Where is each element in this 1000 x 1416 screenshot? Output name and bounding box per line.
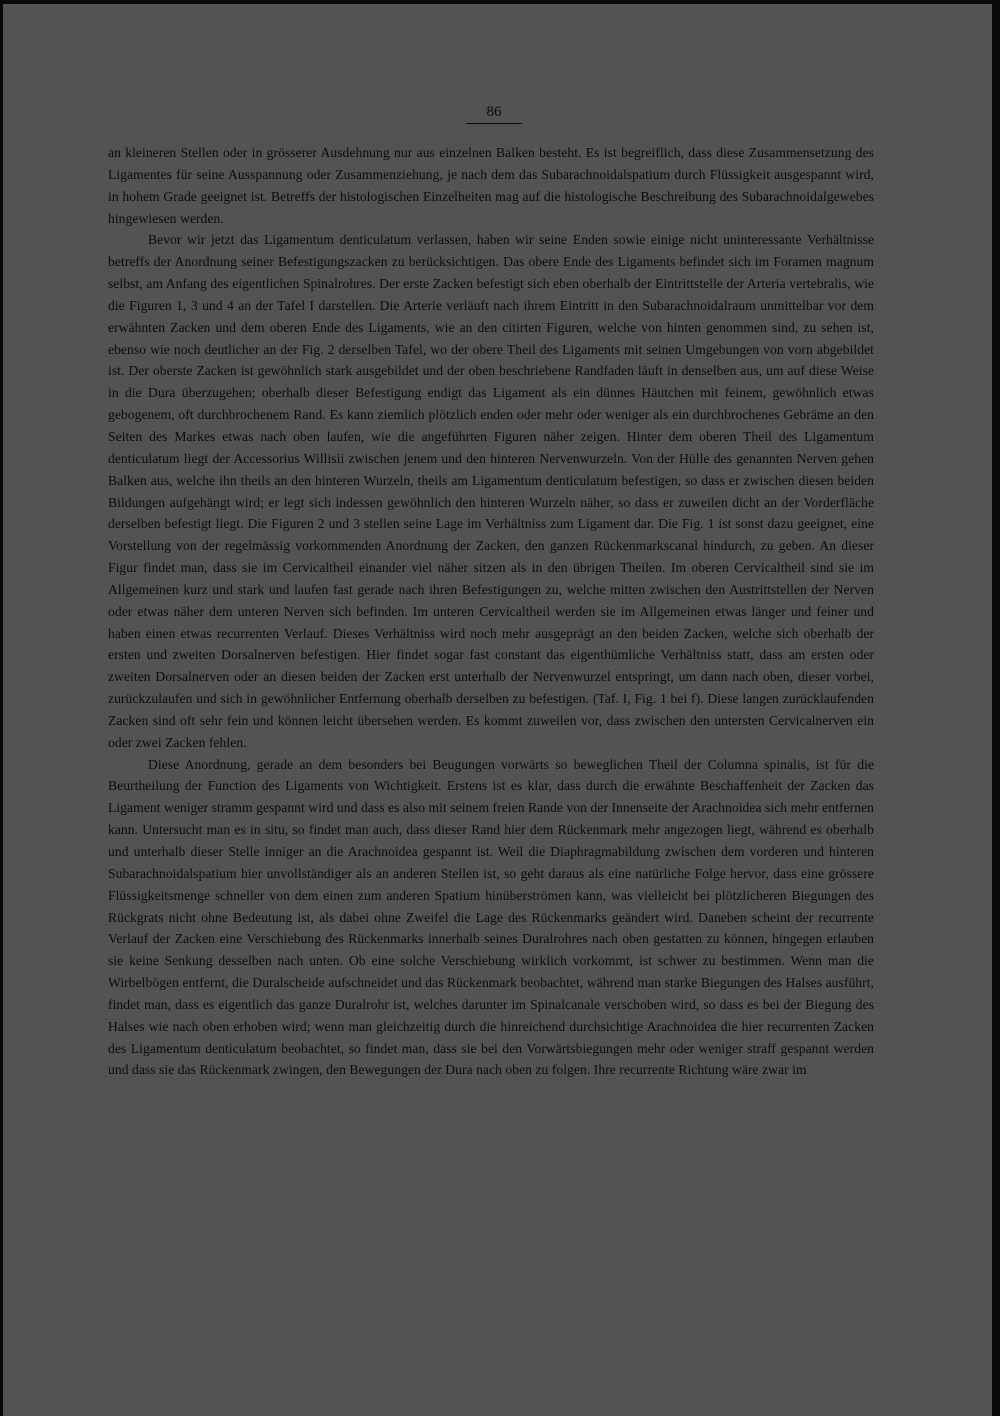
- body-text: [108, 142, 874, 1081]
- paragraph-2: Bevor wir jetzt das Ligamentum denticulatum verlassen, haben wir seine Enden sowie einige nicht uninteressante Verhältnisse betreffs der Anordnung seiner Befestigungszacken zu berücksichtigen. Das obere Ende des Ligaments befindet sich im Foramen magnum selbst, am Anfang des eigentlichen Spinalrohres. Der erste Zacken befestigt sich eben oberhalb der Eintrittstelle der Arteria vertebralis, wie die Figuren 1, 3 und 4 an der Tafel I darstellen. Die Arterie verläuft nach ihrem Eintritt in den Subarachnoidalraum unmittelbar vor dem erwähnten Zacken und dem oberen Ende des Ligaments, wie an den citirten Figuren, welche von hinten genommen sind, zu sehen ist, ebenso wie noch deutlicher an der Fig. 2 derselben Tafel, wo der obere Theil des Ligaments mit seinen Umgebungen von vorn abgebildet ist. Der oberste Zacken ist gewöhnlich stark ausgebildet und der oben beschriebene Randfaden läuft in denselben aus, um auf diese Weise in die Dura überzugehen; oberhalb dieser Befestigung endigt das Ligament als ein dünnes Häutchen mit feinem, gewöhnlich etwas gebogenem, oft durchbrochenem Rand. Es kann ziemlich plötzlich enden oder mehr oder weniger als ein durchbrochenes Gebräme an den Seiten des Markes etwas nach oben laufen, wie die angeführten Figuren näher zeigen. Hinter dem oberen Theil des Ligamentum denticulatum liegt der Accessorius Willisii zwischen jenem und den hinteren Nervenwurzeln. Von der Hülle des genannten Nerven gehen Balken aus, welche ihn theils an den hinteren Wurzeln, theils am Ligamentum denticulatum befestigen, so dass er zwischen diesen beiden Bildungen aufgehängt wird; er legt sich indessen gewöhnlich den hinteren Wurzeln näher, so dass er zuweilen dicht an der Vorderfläche derselben befestigt liegt. Die Figuren 2 und 3 stellen seine Lage im Verhältniss zum Ligament dar. Die Fig. 1 ist sonst dazu geeignet, eine Vorstellung von der regelmässig vorkommenden Anordnung der Zacken, den ganzen Rückenmarkscanal hindurch, zu geben. An dieser Figur findet man, dass sie im Cervicaltheil einander viel näher sitzen als in den übrigen Theilen. Im oberen Cervicaltheil sind sie im Allgemeinen kurz und stark und laufen fast gerade nach ihren Befestigungen zu, welche mitten zwischen den Austrittstellen der Nerven oder etwas näher dem unteren Nerven sich befinden. Im unteren Cervicaltheil werden sie im Allgemeinen etwas länger und feiner und haben einen etwas recurrenten Verlauf. Dieses Verhältniss wird noch mehr ausgeprägt an den beiden Zacken, welche sich oberhalb der ersten und zweiten Dorsalnerven befestigen. Hier findet sogar fast constant das eigenthümliche Verhältniss statt, dass am ersten oder zweiten Dorsalnerven oder an diesen beiden der Zacken erst unterhalb der Nervenwurzel entspringt, um dann nach oben, dieser vorbei, zurückzulaufen und sich in gewöhnlicher Entfernung oberhalb derselben zu befestigen. (Taf. I, Fig. 1 bei f). Diese langen zurücklaufenden Zacken sind oft sehr fein und können leicht übersehen werden. Es kommt zuweilen vor, dass zwischen den untersten Cervicalnerven ein oder zwei Zacken fehlen.: [108, 232, 874, 750]
- scan-right-edge: [992, 0, 1000, 1416]
- scan-left-edge: [0, 0, 3, 1416]
- scan-top-edge: [0, 0, 1000, 4]
- paragraph-3: Diese Anordnung, gerade an dem besonders bei Beugungen vorwärts so beweglichen Theil der Columna spinalis, ist für die Beurtheilung der Function des Ligaments von Wichtigkeit. Erstens ist es klar, dass durch die erwähnte Beschaffenheit der Zacken das Ligament weniger stramm gespannt wird und dass es also mit seinem freien Rande von der Innenseite der Arachnoidea sich mehr entfernen kann. Untersucht man es in situ, so findet man auch, dass dieser Rand hier dem Rückenmark mehr angezogen liegt, während es oberhalb und unterhalb dieser Stelle inniger an die Arachnoidea gespannt ist. Weil die Diaphragmabildung zwischen dem vorderen und hinteren Subarachnoidalspatium hier unvollständiger als an anderen Stellen ist, so geht daraus als eine natürliche Folge hervor, dass eine grössere Flüssigkeitsmenge schneller von dem einen zum anderen Spatium hinüberströmen kann, was vielleicht bei plötzlicheren Biegungen des Rückgrats nicht ohne Bedeutung ist, als dabei ohne Zweifel die Lage des Rückenmarks geändert wird. Daneben scheint der recurrente Verlauf der Zacken eine Verschiebung des Rückenmarks innerhalb seines Duralrohres nach oben gestatten zu können, hingegen erlauben sie keine Senkung desselben nach unten. Ob eine solche Verschiebung wirklich vorkommt, ist schwer zu bestimmen. Wenn man die Wirbelbögen entfernt, die Duralscheide aufschneidet und das Rückenmark beobachtet, während man starke Biegungen des Halses ausführt, findet man, dass es eigentlich das ganze Duralrohr ist, welches darunter im Spinalcanale verschoben wird, so dass es bei der Biegung des Halses wie nach oben erhoben wird; wenn man gleichzeitig durch die hinreichend durchsichtige Arachnoidea die hier recurrenten Zacken des Ligamentum denticulatum beobachtet, so findet man, dass sie bei den Vorwärtsbiegungen mehr oder weniger straff gespannt werden und dass sie das Rückenmark zwingen, den Bewegungen der Dura nach oben zu folgen. Ihre recurrente Richtung wäre zwar im: [108, 756, 874, 1078]
- page-number: 86: [466, 104, 522, 124]
- paragraph-1: an kleineren Stellen oder in grösserer Ausdehnung nur aus einzelnen Balken besteht. Es ist begreiflich, dass diese Zusammensetzung des Ligamentes für seine Ausspannung oder Zusammenziehung, je nach dem das Subarachnoidalspatium durch Flüssigkeit ausgespannt wird, in hohem Grade geeignet ist. Betreffs der histologischen Einzelheiten mag auf die histologische Beschreibung des Subarachnoidalgewebes hingewiesen werden.: [108, 145, 874, 226]
